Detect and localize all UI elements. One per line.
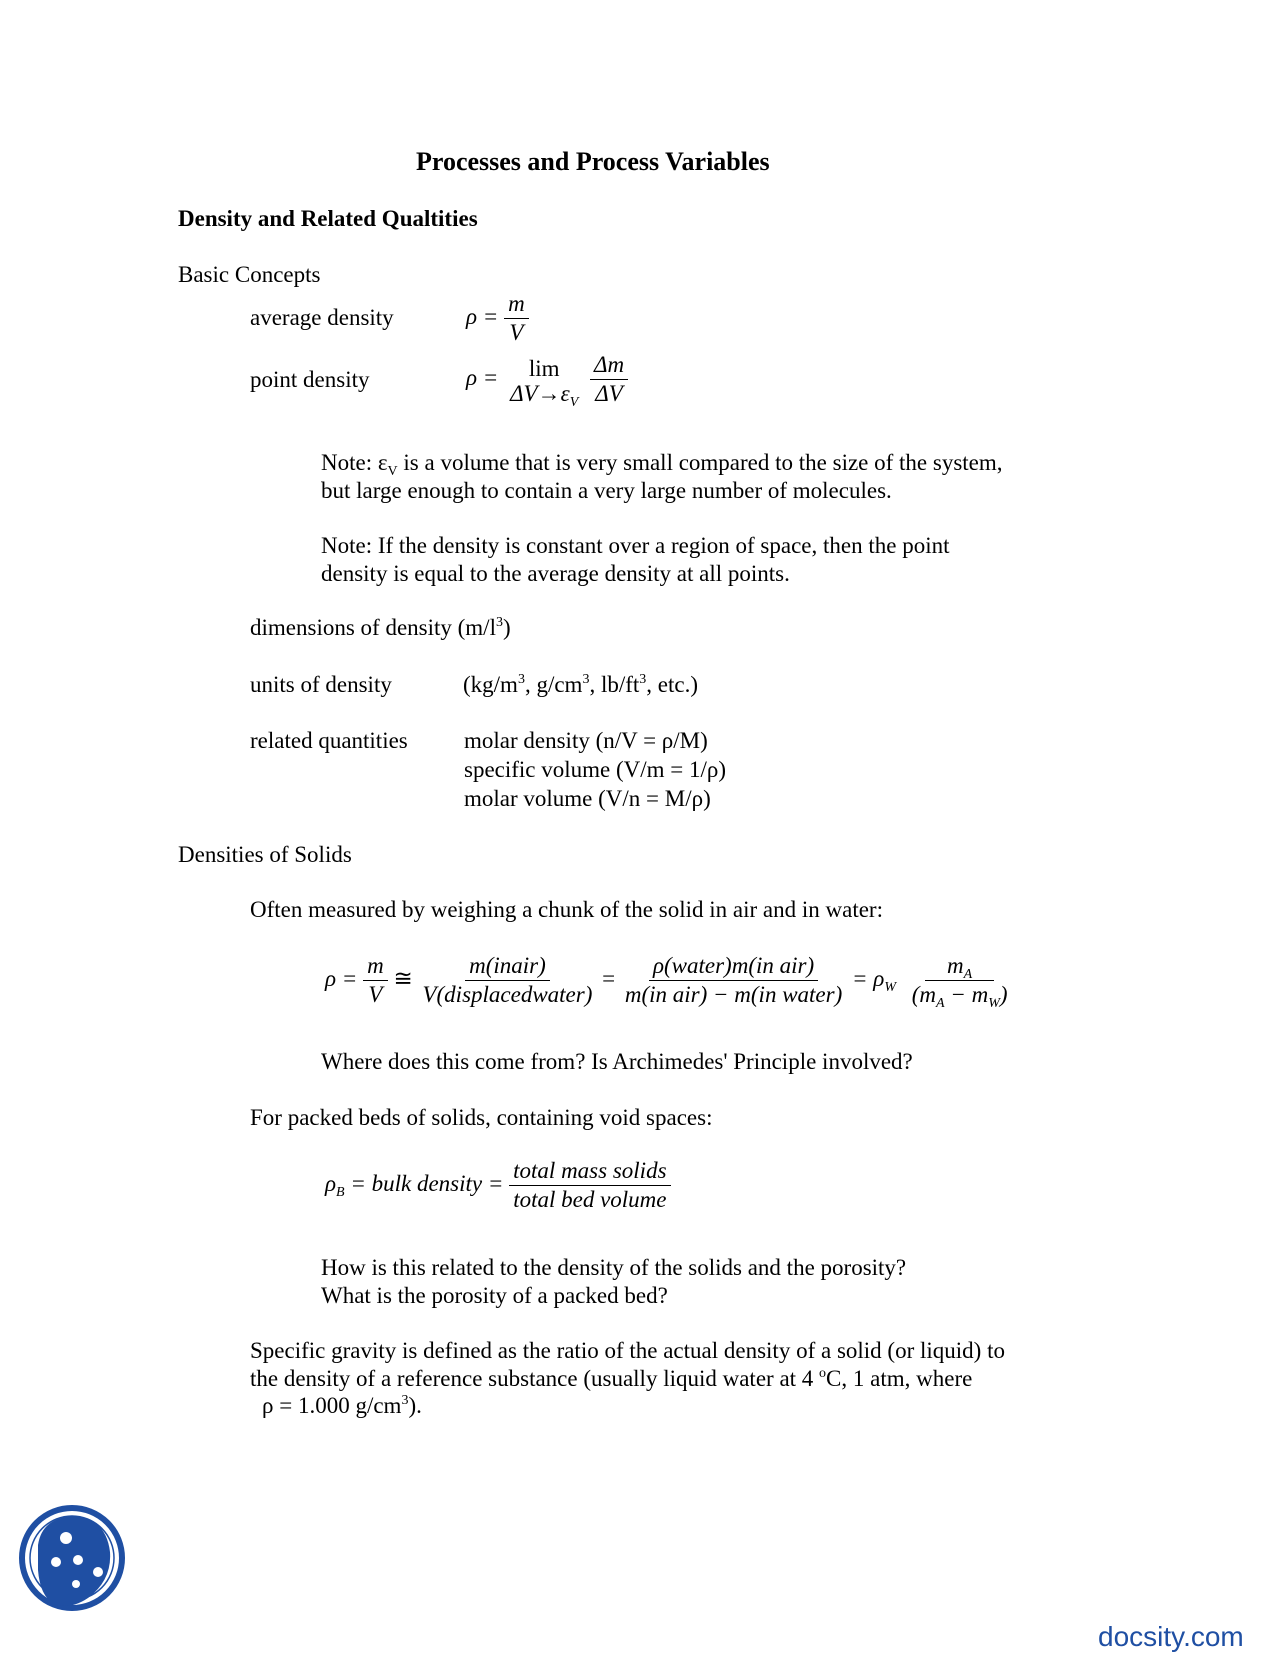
solids-intro: Often measured by weighing a chunk of the solid in air and in water:: [250, 897, 883, 922]
section-heading: Density and Related Qualtities: [178, 206, 478, 231]
dimensions-of-density: dimensions of density $(m/l^3)$: [250, 615, 511, 640]
related-label: related quantities: [250, 728, 408, 753]
archimedes-equation: ρ = $\frac{m}{V}$ ≅ $\frac{\text{m(inair)}}{\text{V(displacedwater)}}$ = $\frac{\text{ρ(water)m(in air)}}{\text{m(in air) − m(in water)}}$ = $\rho_W$ $\frac{m_A}{(m_A - m_W)}$: [325, 953, 1008, 1012]
docsity-brand-link[interactable]: docsity.com: [1098, 1621, 1244, 1652]
specific-gravity-line3: ρ = 1.000 $g/cm^3$).: [262, 1393, 422, 1418]
related-item: molar density (n/V = ρ/M): [464, 728, 708, 753]
average-density-formula: ρ = $\frac{m}{V}$: [466, 291, 529, 347]
point-density-label: point density: [250, 367, 370, 392]
page-title: Processes and Process Variables: [416, 147, 770, 176]
basic-concepts-heading: Basic Concepts: [178, 262, 321, 287]
specific-gravity-line2: the density of a reference substance (usually liquid water at 4 $^o$C, 1 atm, where: [250, 1366, 973, 1391]
note-constant-line2: density is equal to the average density at all points.: [321, 561, 790, 586]
note-constant-line1: Note: If the density is constant over a region of space, then the point: [321, 533, 950, 558]
related-item: specific volume (V/m = 1/ρ): [464, 757, 727, 782]
units-value: ($kg/m^3$, $g/cm^3$, $lb/ft^3$, etc.): [463, 672, 699, 697]
note-epsilon-line2: but large enough to contain a very large number of molecules.: [321, 478, 892, 503]
point-density-formula: ρ = lim $\Delta V\to\varepsilon_V$ $\frac{\Delta m}{\Delta V}$: [466, 352, 628, 408]
docsity-logo-icon[interactable]: [18, 1500, 132, 1624]
note-epsilon-line1: Note: $\varepsilon_V$ is a volume that is very small compared to the size of the system,: [321, 450, 1003, 479]
porosity-question-line1: How is this related to the density of the solids and the porosity?: [321, 1255, 907, 1280]
archimedes-question: Where does this come from? Is Archimedes' Principle involved?: [321, 1049, 913, 1074]
bulk-density-equation: $\rho_B$ = bulk density = $\frac{\text{total mass solids}}{\text{total bed volume}}$: [325, 1158, 671, 1214]
packed-bed-intro: For packed beds of solids, containing void spaces:: [250, 1105, 713, 1130]
average-density-label: average density: [250, 305, 394, 330]
related-item: molar volume (V/n = M/ρ): [464, 786, 711, 811]
solids-heading: Densities of Solids: [178, 842, 352, 867]
units-label: units of density: [250, 672, 392, 697]
specific-gravity-line1: Specific gravity is defined as the ratio of the actual density of a solid (or liquid) to: [250, 1338, 1005, 1363]
porosity-question-line2: What is the porosity of a packed bed?: [321, 1283, 668, 1308]
limit-operator: lim $\Delta V\to\varepsilon_V$: [510, 355, 579, 411]
